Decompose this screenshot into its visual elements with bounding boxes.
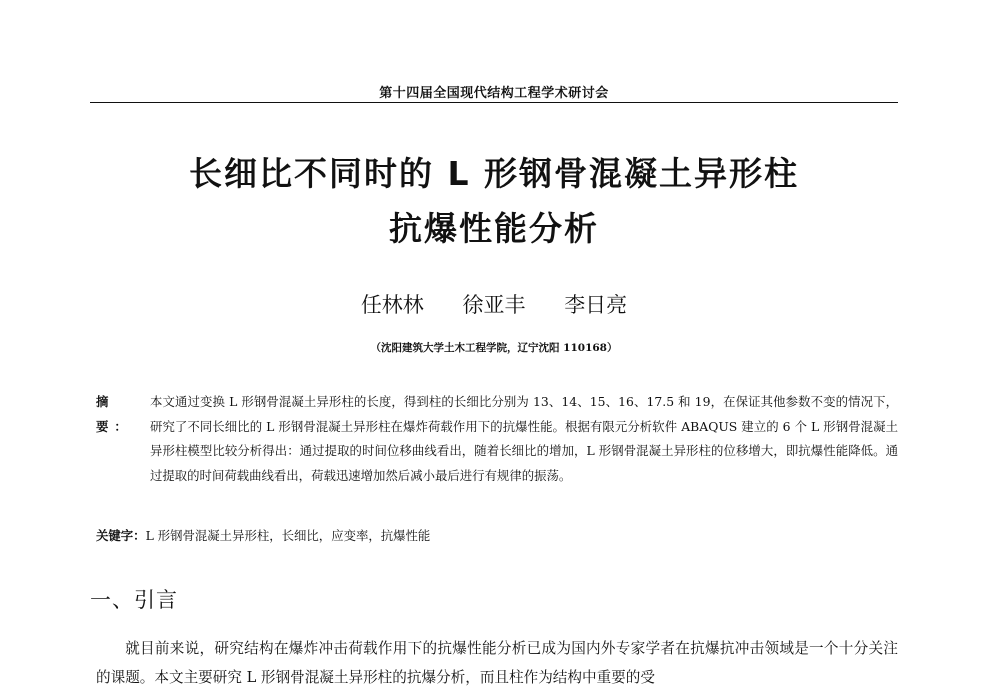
keywords-label: 关键字： bbox=[96, 528, 146, 543]
header-divider bbox=[90, 102, 898, 103]
keywords-text: L 形钢骨混凝土异形柱，长细比，应变率，抗爆性能 bbox=[145, 528, 431, 543]
abstract-text: 本文通过变换 L 形钢骨混凝土异形柱的长度，得到柱的长细比分别为 13、14、15、16、17.5 和 19，在保证其他参数不变的情况下，研究了不同长细比的 L 形钢骨混凝土异形柱在爆炸荷载作用下的抗爆性能。根据有限元分析软件 ABAQUS 建立的 6 个 L 形钢骨混凝土异形柱模型比较分析得出：通过提取的时间位移曲线看出，随着长细比的增加，L 形钢骨混凝土异形柱的位移增大，即抗爆性能降低。通过提取的时间荷载曲线看出，荷载迅速增加然后减小最后进行有规律的振荡。 bbox=[150, 394, 898, 483]
section-heading-introduction: 一、引言 bbox=[90, 588, 178, 612]
introduction-paragraph: 就目前来说，研究结构在爆炸冲击荷载作用下的抗爆性能分析已成为国内外专家学者在抗爆抗冲击领域是一个十分关注的课题。本文主要研究 L 形钢骨混凝土异形柱的抗爆分析，而且柱作为结构中重要的受 bbox=[96, 640, 898, 686]
affiliation: （沈阳建筑大学土木工程学院，辽宁沈阳 110168） bbox=[370, 342, 618, 354]
author-3: 李日亮 bbox=[564, 293, 628, 317]
paper-title-line-1: 长细比不同时的 L 形钢骨混凝土异形柱 bbox=[188, 154, 799, 193]
author-list bbox=[90, 295, 898, 316]
conference-header: 第十四届全国现代结构工程学术研讨会 bbox=[379, 86, 609, 101]
abstract-label: 摘 要： bbox=[96, 394, 133, 434]
author-2: 徐亚丰 bbox=[462, 293, 526, 317]
paper-title-line-2: 抗爆性能分析 bbox=[389, 209, 599, 248]
keywords-block bbox=[96, 524, 898, 548]
abstract-block bbox=[96, 390, 898, 488]
author-1: 任林林 bbox=[360, 293, 424, 317]
